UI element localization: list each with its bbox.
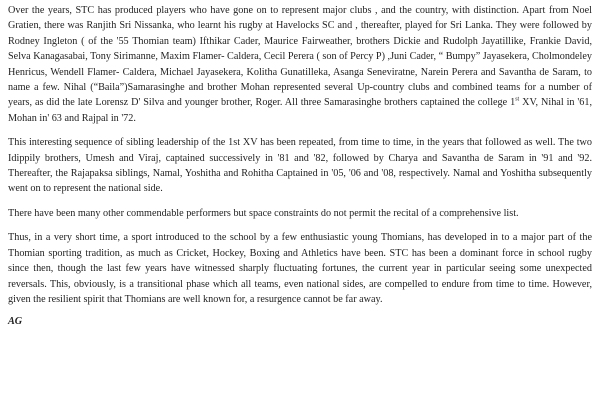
paragraph-notable-players — [8, 3, 592, 126]
paragraph-text-tail: XV, Nihal in '61, Mohan in' 63 and Rajpal in '72. — [8, 97, 592, 124]
ordinal-suffix: st — [515, 97, 520, 104]
author-signature: AG — [8, 316, 23, 328]
paragraph-conclusion: Thus, in a very short time, a sport introduced to the school by a few enthusiastic young Thomians, has developed in to a major part of the Thomian sporting tradition, as much as Cricket, Hockey, Boxing and Athletics have been. STC has been a dominant force in school rugby since then, though the last few years have witnessed sharply fluctuating fortunes, the current year in particular seeing some unexpected reversals. This, obviously, is a transitional phase which all teams, even national sides, are compelled to endure from time to time. However, given the resilient spirit that Thomians are well known for, a resurgence cannot be far away. — [8, 232, 592, 305]
paragraph-other-performers: There have been many other commendable performers but space constraints do not permit the recital of a comprehensive list. — [8, 207, 519, 219]
paragraph-sibling-leadership: This interesting sequence of sibling leadership of the 1st XV has been repeated, from time to time, in the years that followed as well. The two Idippily brothers, Umesh and Viraj, captained successively in '81 and '82, followed by Charya and Savantha de Saram in '91 and '92. Thereafter, the Rajapaksa siblings, Namal, Yoshitha and Rohitha Captained in '05, '06 and '08, respectively. Namal and Yoshitha subsequently went on to represent the national side. — [8, 137, 592, 195]
paragraph-text: Over the years, STC has produced players who have gone on to represent major clubs , and the country, with distinction. Apart from Noel Gratien, there was Ranjith Sri Nissanka, who learnt his rugby at Havelocks SC and , thereafter, played for Sri Lanka. They were followed by Rodney Ingleton ( of the '55 Thomian team) Ifthikar Cader, Maurice Fairweather, brothers Dickie and Rudolph Jayatillike, Frankie David, Selva Kanagasabai, Tony Sirimanne, Maxim Flamer- Caldera, Cecil Perera ( son of Percy P) ,Juni Cader, “ Bumpy” Jayasekera, Cholmondeley Henricus, Wendell Flamer- Caldera, Michael Jayasekera, Kolitha Gunatilleka, Asanga Seneviratne, Narein Perera and Savantha de Saram, to name a few. Nihal (“Baila”)Samarasinghe and brother Mohan represented several Up-country clubs and combined teams for a number of years, as did the late Lorensz D' Silva and younger brother, Roger. All three Samarasinghe brothers captained the college 1 — [8, 5, 592, 109]
